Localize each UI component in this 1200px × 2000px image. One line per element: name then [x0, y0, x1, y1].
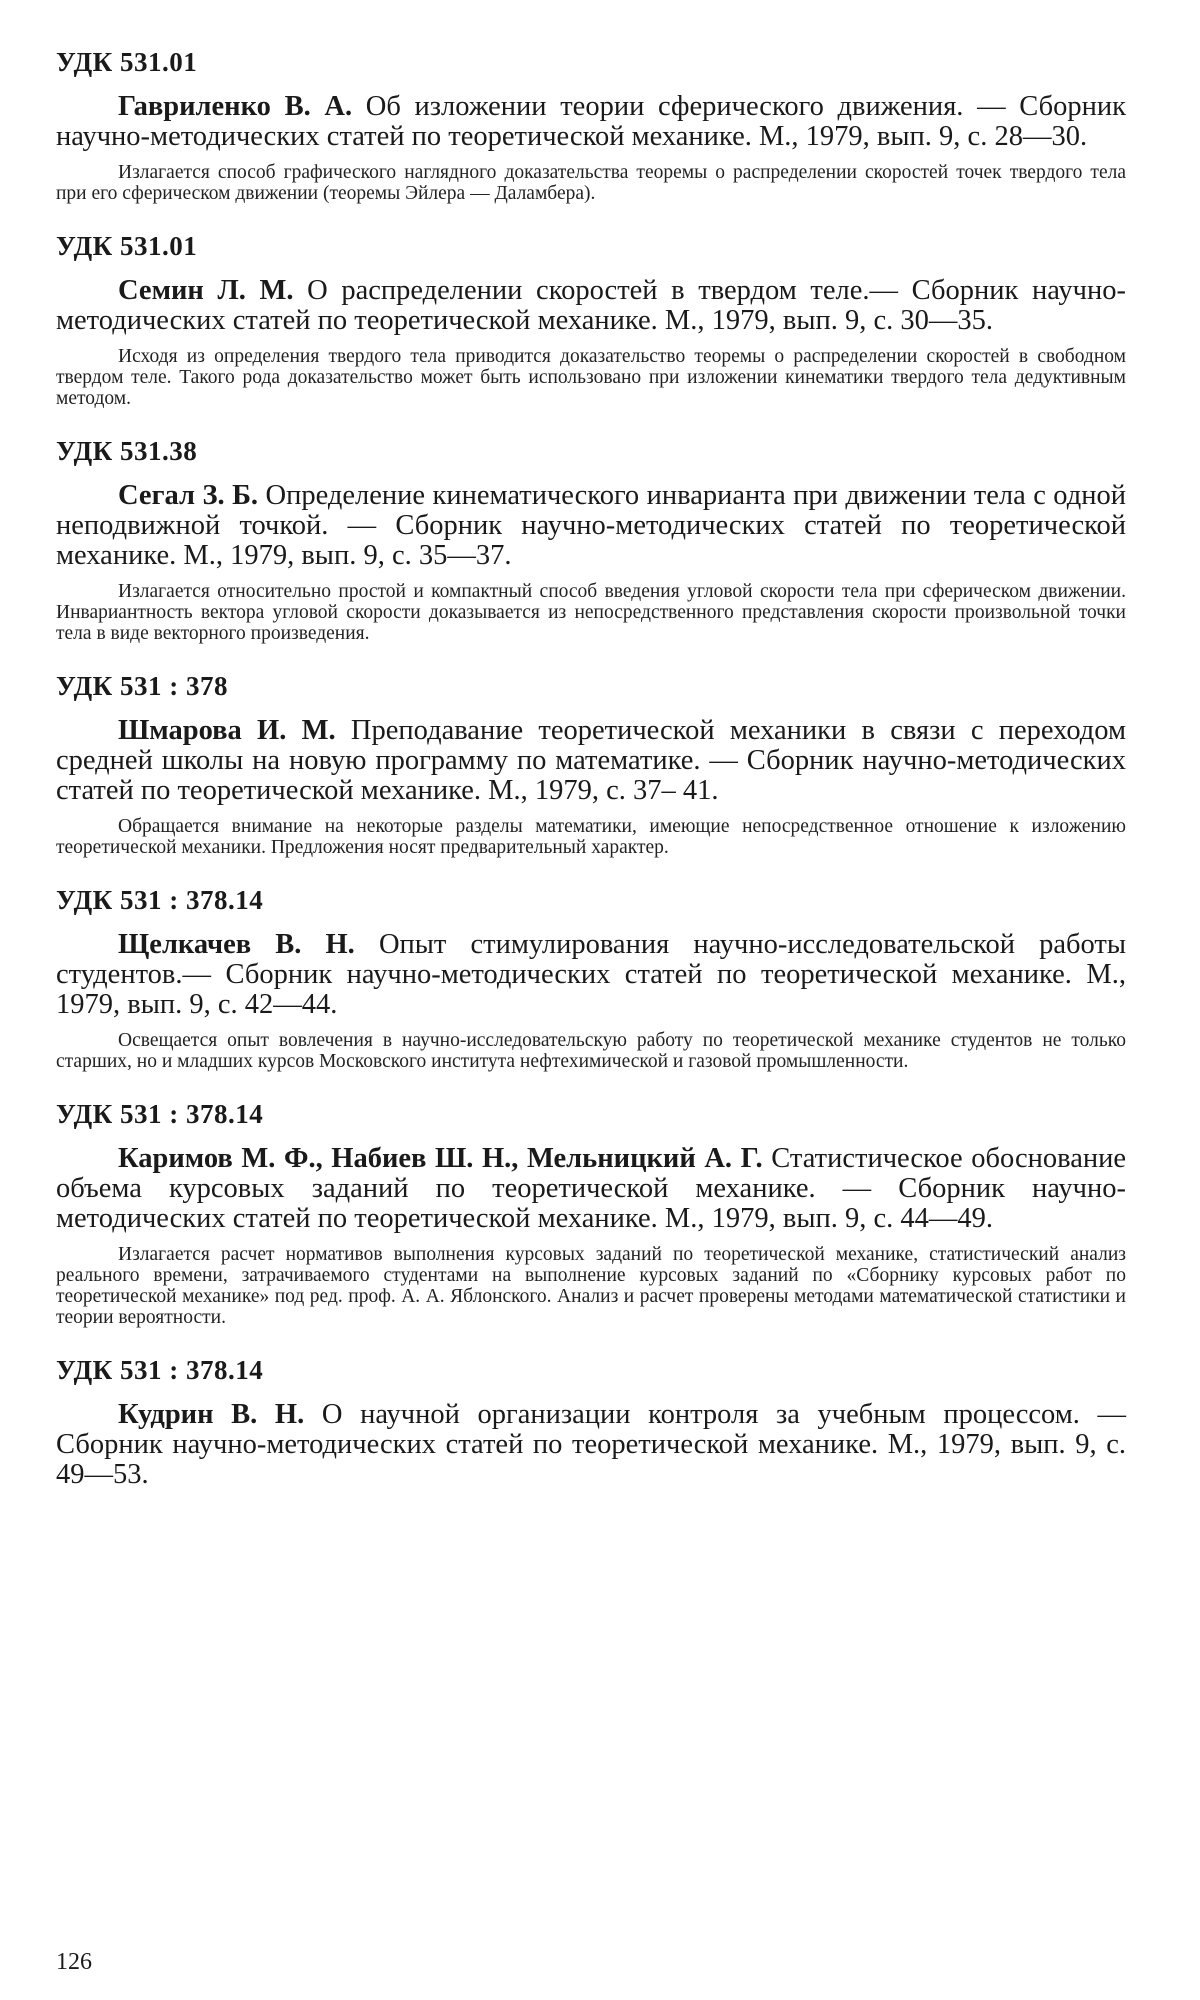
abstract: Обращается внимание на некоторые разделы математики, имеющие непосредственное отношение к изложению теоретической механики. Предложения носят предварительный характер.: [56, 816, 1126, 858]
bibliography-entry: [56, 230, 1126, 409]
citation: [56, 716, 1126, 806]
bibliography-entry: [56, 884, 1126, 1072]
citation: [56, 1400, 1126, 1490]
udc-code: УДК 531 : 378.14: [56, 1355, 264, 1385]
abstract: Излагается расчет нормативов выполнения курсовых заданий по теоретической механике, статистический анализ реального времени, затрачиваемого студентами на выполнение курсовых заданий по «Сборнику курсовых работ по теоретической механике» под ред. проф. А. А. Яблонского. Анализ и расчет проверены методами математической статистики и теории вероятности.: [56, 1244, 1126, 1328]
citation: [56, 1144, 1126, 1234]
author-names: Щелкачев В. Н.: [118, 929, 355, 960]
bibliography-entry: [56, 1354, 1126, 1490]
author-names: Каримов М. Ф., Набиев Ш. Н., Мельницкий А. Г.: [118, 1143, 763, 1174]
udc-code: УДК 531.38: [56, 436, 198, 466]
bibliography-entry: [56, 670, 1126, 858]
citation: [56, 930, 1126, 1020]
citation: [56, 481, 1126, 571]
citation: [56, 276, 1126, 336]
udc-code: УДК 531.01: [56, 231, 198, 261]
author-names: Гавриленко В. А.: [118, 91, 353, 122]
citation-text: Опыт стимулирования научно-исследовательской работы студентов.— Сборник научно-методических статей по теоретической механике. М., 1979, вып. 9, с. 42—44.: [56, 929, 1127, 1020]
page-number: 126: [56, 1949, 92, 1975]
bibliography-entry: [56, 1098, 1126, 1328]
citation-text: Статистическое обоснование объема курсовых заданий по теоретической механике. — Сборник научно-методических статей по теоретической механике. М., 1979, вып. 9, с. 44—49.: [56, 1143, 1127, 1234]
citation-text: Определение кинематического инварианта при движении тела с одной неподвижной точкой. — Сборник научно-методических статей по теоретической механике. М., 1979, вып. 9, с. 35—37.: [56, 480, 1126, 571]
abstract: Исходя из определения твердого тела приводится доказательство теоремы о распределении скоростей в свободном твердом теле. Такого рода доказательство может быть использовано при изложении кинематики твердого тела дедуктивным методом.: [56, 346, 1126, 409]
document-page: [56, 46, 1126, 1500]
citation-text: Преподавание теоретической механики в связи с переходом средней школы на новую программу по математике. — Сборник научно-методических статей по теоретической механике. М., 1979, с. 37– 41.: [56, 715, 1127, 806]
author-names: Семин Л. М.: [118, 275, 294, 306]
udc-code: УДК 531.01: [56, 47, 198, 77]
udc-code: УДК 531 : 378: [56, 671, 228, 701]
citation-text: О научной организации контроля за учебным процессом. — Сборник научно-методических статей по теоретической механике. М., 1979, вып. 9, с. 49—53.: [56, 1399, 1126, 1490]
udc-code: УДК 531 : 378.14: [56, 885, 264, 915]
author-names: Сегал З. Б.: [118, 480, 259, 511]
abstract: Излагается способ графического наглядного доказательства теоремы о распределении скоростей точек твердого тела при его сферическом движении (теоремы Эйлера — Даламбера).: [56, 162, 1126, 204]
citation: [56, 92, 1126, 152]
author-names: Кудрин В. Н.: [118, 1399, 305, 1430]
abstract: Освещается опыт вовлечения в научно-исследовательскую работу по теоретической механике студентов не только старших, но и младших курсов Московского института нефтехимической и газовой промышленности.: [56, 1030, 1126, 1072]
bibliography-entry: [56, 46, 1126, 204]
abstract: Излагается относительно простой и компактный способ введения угловой скорости тела при сферическом движении. Инвариантность вектора угловой скорости доказывается из непосредственного представления скорости произвольной точки тела в виде векторного произведения.: [56, 581, 1126, 644]
citation-text: Об изложении теории сферического движения. — Сборник научно-методических статей по теоретической механике. М., 1979, вып. 9, с. 28—30.: [56, 91, 1126, 152]
udc-code: УДК 531 : 378.14: [56, 1099, 264, 1129]
author-names: Шмарова И. М.: [118, 715, 336, 746]
citation-text: О распределении скоростей в твердом теле.— Сборник научно-методических статей по теоретической механике. М., 1979, вып. 9, с. 30—35.: [56, 275, 1126, 336]
bibliography-entry: [56, 435, 1126, 644]
